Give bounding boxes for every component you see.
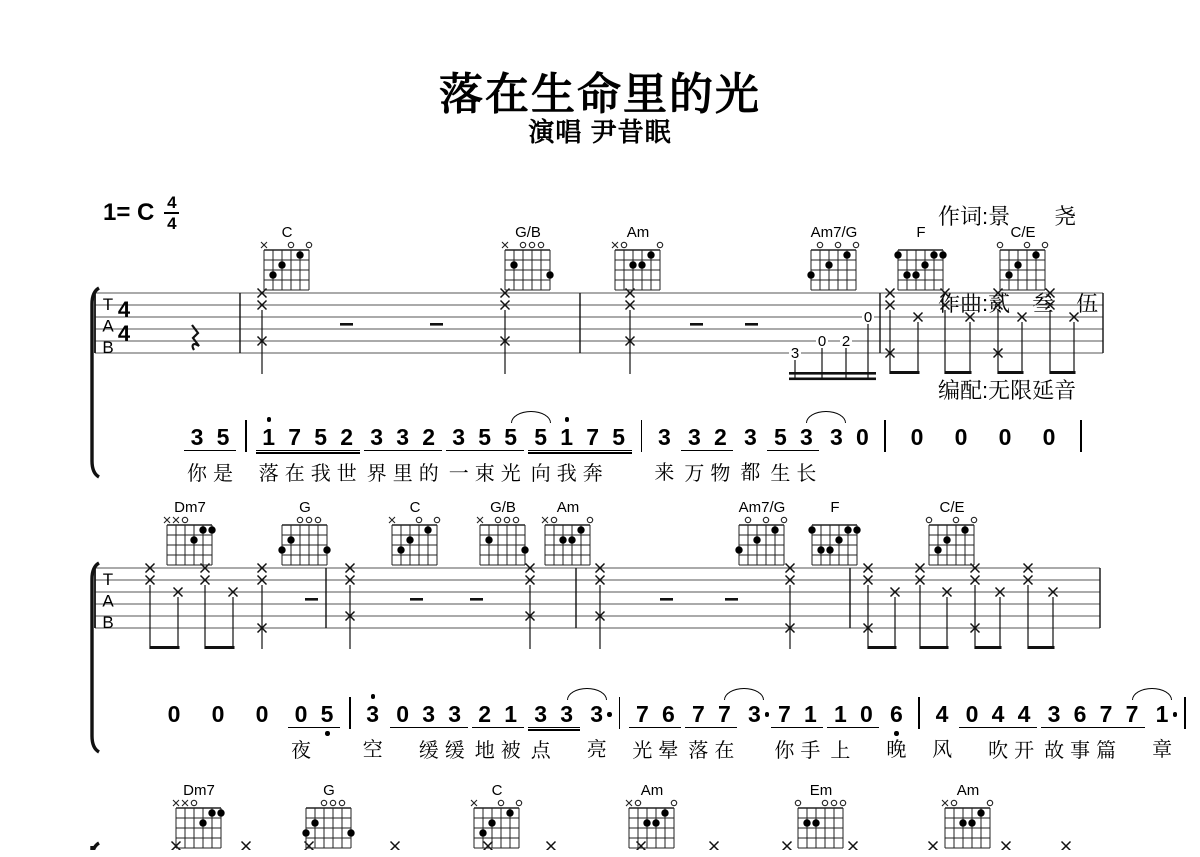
chord-name: F	[830, 499, 840, 516]
lyric-syllable	[1119, 734, 1145, 758]
melody-barline	[349, 697, 351, 729]
chord-diagram-C	[469, 784, 525, 857]
chord-grid	[893, 240, 949, 294]
chord-grid	[624, 798, 680, 852]
jianpu-note: 2	[422, 424, 436, 450]
jianpu-note: 4	[991, 701, 1005, 727]
jianpu-note: 6	[883, 701, 909, 727]
chord-diagram-C-E	[995, 226, 1051, 299]
chord-grid	[277, 515, 333, 569]
lyric-syllable: 你	[774, 740, 795, 762]
svg-text:4: 4	[117, 297, 131, 322]
lyric-syllable: 篇	[1096, 740, 1117, 762]
jianpu-note: 5	[773, 424, 787, 450]
lyric-syllable: 吹	[988, 740, 1009, 762]
chord-diagram-F	[893, 226, 949, 299]
note-group	[528, 420, 632, 485]
chord-name: G/B	[515, 224, 541, 241]
lyric-syllable: 向	[530, 463, 551, 485]
jianpu-note: 1	[1149, 701, 1175, 727]
chord-diagram-C	[387, 501, 443, 574]
lyric-syllable: 点	[530, 740, 551, 762]
jianpu-note: 3	[534, 701, 548, 727]
note-group	[629, 697, 681, 762]
lyric-syllable: 开	[1014, 740, 1035, 762]
note-group	[360, 697, 386, 761]
jianpu-note: 4	[935, 701, 949, 727]
jianpu-note: 5	[612, 424, 626, 450]
jianpu-note: 3	[452, 424, 466, 450]
jianpu-note: 3	[422, 701, 436, 727]
jianpu-note: 0	[954, 424, 968, 450]
jianpu-note: 3	[1047, 701, 1061, 727]
chord-name: Am	[626, 224, 650, 241]
note-group	[771, 697, 823, 762]
chord-grid	[995, 240, 1051, 294]
note-group	[152, 697, 284, 757]
note-group	[288, 697, 340, 762]
chord-name: C	[409, 499, 421, 516]
lyric-syllable: 夜	[291, 740, 311, 762]
jianpu-note: 3	[584, 701, 610, 727]
svg-text:T: T	[102, 570, 114, 589]
lyric-syllable	[741, 733, 767, 757]
note-group	[651, 420, 677, 484]
lyric-syllable: 我	[310, 463, 331, 485]
note-group	[681, 420, 733, 485]
lyric-syllable: 光	[500, 463, 521, 485]
chord-diagram-Am	[610, 226, 666, 299]
jianpu-note: 6	[1073, 701, 1087, 727]
jianpu-note: 3	[554, 701, 580, 727]
lyric-syllable: 万	[684, 463, 705, 485]
jianpu-note: 3	[793, 424, 819, 450]
chord-grid	[475, 515, 531, 569]
chord-diagram-Dm7	[162, 501, 218, 574]
lyric-syllable: 被	[500, 740, 521, 762]
jianpu-note: 0	[294, 701, 308, 727]
melody-barline	[918, 697, 920, 729]
melody-line-1	[182, 420, 1089, 485]
chord-name: C	[281, 224, 293, 241]
lyric-syllable: 里	[392, 463, 413, 485]
jianpu-note: 0	[859, 701, 873, 727]
note-group	[1041, 697, 1145, 762]
song-title: 落在生命里的光	[439, 70, 761, 119]
chord-grid	[469, 798, 525, 852]
augmentation-dot	[607, 712, 612, 717]
melody-barline	[884, 420, 886, 452]
svg-text:3: 3	[790, 345, 800, 362]
lyric-syllable: 风	[932, 739, 953, 761]
jianpu-note: 3	[370, 424, 384, 450]
svg-text:A: A	[102, 591, 114, 611]
svg-text:A: A	[102, 316, 114, 336]
lyric-syllable	[314, 734, 340, 758]
lyric-syllable: 你	[187, 463, 207, 485]
note-group	[184, 420, 236, 485]
chord-grid	[734, 515, 790, 569]
performer-line: 演唱 尹昔眠	[528, 117, 672, 147]
jianpu-note: 3	[360, 701, 386, 727]
chord-name: G/B	[490, 499, 516, 516]
octave-dot-high	[565, 417, 570, 422]
chord-grid	[301, 798, 357, 852]
jianpu-note: 1	[504, 701, 518, 727]
svg-text:B: B	[102, 613, 114, 632]
lyric-syllable: 在	[284, 463, 305, 485]
lyric-syllable	[939, 456, 983, 480]
melody-barline	[641, 420, 643, 452]
octave-dot-low	[894, 731, 899, 736]
lyric-syllable: 奔	[582, 463, 603, 485]
chord-name: Am	[640, 782, 664, 799]
jianpu-note: 5	[314, 424, 328, 450]
jianpu-note: 2	[478, 701, 492, 727]
credit-composer: 作曲:贰 叁 伍	[938, 291, 1099, 316]
chord-name: Em	[809, 782, 833, 799]
jianpu-note: 0	[255, 701, 269, 727]
lyric-syllable: 故	[1044, 740, 1065, 762]
chord-name: Am7/G	[738, 499, 786, 516]
lyric-syllable: 亮	[586, 739, 607, 761]
note-group	[929, 697, 955, 761]
melody-barline	[245, 420, 247, 452]
augmentation-dot	[1173, 712, 1178, 717]
svg-text:0: 0	[863, 309, 873, 326]
lyric-syllable	[1027, 456, 1071, 480]
note-group	[767, 420, 819, 485]
lyric-syllable: 来	[654, 462, 675, 484]
chord-diagram-Am7-G	[734, 501, 790, 574]
svg-text:B: B	[102, 338, 114, 357]
lyric-syllable	[853, 734, 879, 758]
svg-text:2: 2	[841, 333, 851, 350]
jianpu-note: 4	[1017, 701, 1031, 727]
lyric-syllable	[196, 733, 240, 757]
jianpu-note: 3	[741, 701, 767, 727]
chord-grid	[259, 240, 315, 294]
jianpu-note: 7	[1099, 701, 1113, 727]
chord-diagram-C-E	[924, 501, 980, 574]
lyric-syllable: 晕	[658, 740, 679, 762]
lyric-syllable: 生	[770, 463, 791, 485]
lyric-syllable	[240, 733, 284, 757]
lyric-syllable: 上	[830, 740, 851, 762]
jianpu-note: 0	[396, 701, 410, 727]
chord-grid	[806, 240, 862, 294]
note-group	[895, 420, 1071, 480]
melody-barline	[1080, 420, 1082, 452]
lyric-syllable: 章	[1152, 739, 1173, 761]
chord-diagram-G	[277, 501, 333, 574]
chord-grid	[162, 515, 218, 569]
jianpu-note: 2	[340, 424, 354, 450]
jianpu-note: 0	[1042, 424, 1056, 450]
jianpu-note: 0	[211, 701, 225, 727]
chord-diagram-G-B	[475, 501, 531, 574]
key-label: 1= C	[103, 198, 155, 226]
jianpu-note: 3	[743, 424, 757, 450]
jianpu-note: 3	[396, 424, 410, 450]
chord-diagram-C	[259, 226, 315, 299]
chord-diagram-Am	[624, 784, 680, 857]
octave-dot-high	[267, 417, 272, 422]
jianpu-note: 5	[534, 424, 548, 450]
chord-diagram-Am7-G	[806, 226, 862, 299]
chord-grid	[940, 798, 996, 852]
jianpu-note: 2	[713, 424, 727, 450]
chord-grid	[924, 515, 980, 569]
jianpu-note: 5	[216, 424, 230, 450]
lyric-syllable	[390, 734, 416, 758]
lyric-syllable: 事	[1070, 740, 1091, 762]
svg-text:0: 0	[817, 333, 827, 350]
lyric-syllable	[606, 457, 632, 481]
credit-arranger: 编配:无限延音	[938, 378, 1077, 403]
chord-name: Dm7	[174, 499, 206, 516]
jianpu-note: 3	[448, 701, 462, 727]
note-group	[823, 420, 875, 480]
jianpu-note: 1	[833, 701, 847, 727]
chord-grid	[540, 515, 596, 569]
lyric-syllable: 缓	[444, 740, 465, 762]
lyric-syllable: 的	[418, 463, 439, 485]
note-group	[390, 697, 468, 762]
jianpu-note: 7	[711, 701, 737, 727]
melody-line-2	[150, 697, 1193, 762]
chord-name: G	[299, 499, 311, 516]
lyric-syllable	[823, 456, 849, 480]
note-group	[584, 697, 610, 761]
note-group	[528, 697, 580, 762]
jianpu-note: 6	[661, 701, 675, 727]
chord-diagram-F	[807, 501, 863, 574]
lyric-syllable	[554, 734, 580, 758]
time-sig-numerator: 4	[167, 193, 177, 212]
chord-grid	[387, 515, 443, 569]
chord-name: Am	[556, 499, 580, 516]
note-group	[685, 697, 737, 762]
jianpu-note: 3	[190, 424, 204, 450]
svg-text:T: T	[102, 295, 114, 314]
jianpu-note: 7	[635, 701, 649, 727]
chord-diagram-Dm7	[171, 784, 227, 857]
chord-name: G	[323, 782, 335, 799]
time-sig-denominator: 4	[167, 213, 177, 233]
note-group	[737, 420, 763, 484]
lyric-syllable	[983, 456, 1027, 480]
lyric-syllable: 空	[362, 739, 383, 761]
jianpu-note: 3	[687, 424, 701, 450]
lyric-syllable: 是	[213, 463, 233, 485]
lyric-syllable: 我	[556, 463, 577, 485]
lyric-syllable	[895, 456, 939, 480]
lyric-syllable	[959, 734, 985, 758]
lyric-syllable: 光	[632, 740, 653, 762]
chord-name: C/E	[1010, 224, 1036, 241]
jianpu-note: 7	[586, 424, 600, 450]
chord-grid	[807, 515, 863, 569]
melody-barline	[619, 697, 621, 729]
jianpu-note: 0	[910, 424, 924, 450]
lyric-syllable: 落	[258, 463, 279, 485]
lyric-syllable: 地	[474, 740, 495, 762]
jianpu-note: 7	[288, 424, 302, 450]
note-group	[741, 697, 767, 757]
lyric-syllable	[152, 733, 196, 757]
chord-diagram-Am	[940, 784, 996, 857]
note-group	[959, 697, 1037, 762]
melody-barline	[1184, 697, 1186, 729]
note-group	[883, 697, 909, 761]
chord-name: Dm7	[183, 782, 215, 799]
chord-diagram-G-B	[500, 226, 556, 299]
chord-diagram-Em	[793, 784, 849, 857]
octave-dot-low	[325, 731, 330, 736]
lyric-syllable: 束	[474, 463, 495, 485]
note-group	[472, 697, 524, 762]
lyric-syllable: 长	[796, 463, 817, 485]
note-group	[256, 420, 360, 485]
chord-name: C	[491, 782, 503, 799]
chord-grid	[500, 240, 556, 294]
jianpu-note: 7	[777, 701, 791, 727]
credit-lyricist: 作词:景 尧	[938, 204, 1077, 229]
lyric-syllable	[849, 456, 875, 480]
chord-grid	[610, 240, 666, 294]
jianpu-note: 1	[256, 424, 282, 450]
lyric-syllable: 缓	[418, 740, 439, 762]
jianpu-note: 5	[498, 424, 524, 450]
jianpu-note: 7	[1119, 701, 1145, 727]
chord-diagram-Am	[540, 501, 596, 574]
jianpu-note: 1	[554, 424, 580, 450]
note-group	[827, 697, 879, 762]
chord-grid	[171, 798, 227, 852]
chord-name: Am7/G	[810, 224, 858, 241]
chord-grid	[793, 798, 849, 852]
lyric-syllable: 晚	[886, 739, 907, 761]
note-group	[1149, 697, 1175, 761]
chord-name: Am	[956, 782, 980, 799]
lyric-syllable: 物	[710, 463, 731, 485]
jianpu-note: 0	[855, 424, 869, 450]
lyric-syllable: 落	[688, 740, 709, 762]
lyric-syllable: 一	[448, 463, 469, 485]
jianpu-note: 3	[829, 424, 843, 450]
jianpu-note: 1	[803, 701, 817, 727]
chord-diagram-G	[301, 784, 357, 857]
jianpu-note: 0	[998, 424, 1012, 450]
svg-text:4: 4	[117, 321, 131, 346]
lyric-syllable: 在	[714, 740, 735, 762]
octave-dot-high	[371, 694, 376, 699]
jianpu-note: 7	[691, 701, 705, 727]
note-group	[364, 420, 442, 485]
lyric-syllable: 世	[336, 463, 357, 485]
lyric-syllable: 都	[740, 462, 761, 484]
augmentation-dot	[765, 712, 770, 717]
lyric-syllable: 手	[800, 740, 821, 762]
chord-name: C/E	[939, 499, 965, 516]
jianpu-note: 0	[965, 701, 979, 727]
jianpu-note: 3	[657, 424, 671, 450]
lyric-syllable: 界	[366, 463, 387, 485]
jianpu-note: 5	[314, 701, 340, 727]
note-group	[446, 420, 524, 485]
jianpu-note: 5	[478, 424, 492, 450]
chord-name: F	[916, 224, 926, 241]
jianpu-note: 0	[167, 701, 181, 727]
